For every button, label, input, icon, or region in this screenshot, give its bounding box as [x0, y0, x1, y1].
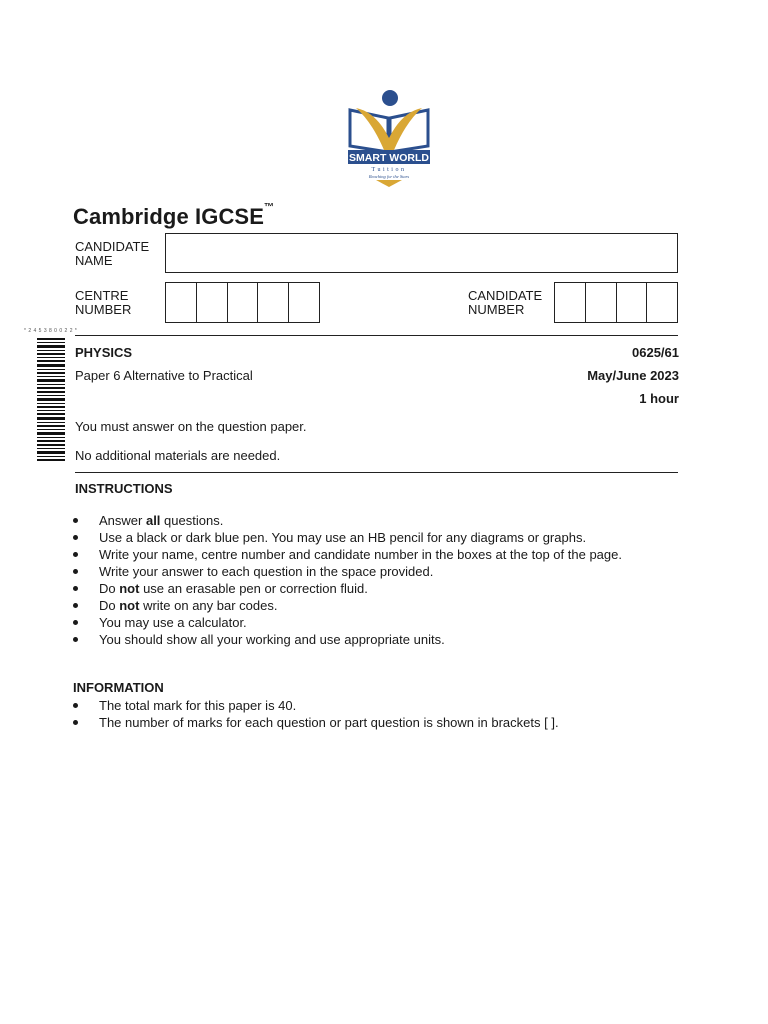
exam-session: May/June 2023 — [587, 368, 679, 383]
instruction-item: You should show all your working and use appropriate units. — [73, 631, 693, 648]
candidate-number-digit[interactable] — [617, 283, 648, 322]
brand-text: Cambridge IGCSE — [73, 204, 264, 229]
instruction-item: You may use a calculator. — [73, 614, 693, 631]
candidate-number-digit[interactable] — [647, 283, 677, 322]
materials-note: No additional materials are needed. — [75, 448, 281, 463]
smart-world-logo — [346, 88, 432, 188]
logo-sub-text: Tuition — [371, 167, 407, 173]
barcode-number: * 2 4 5 3 8 0 0 2 2 * — [24, 328, 78, 334]
instruction-item: Do not write on any bar codes. — [73, 597, 693, 614]
logo-tagline: Reaching for the Stars — [368, 174, 410, 179]
centre-number-digit[interactable] — [166, 283, 197, 322]
candidate-number-field[interactable] — [554, 282, 678, 323]
logo-brand-text: SMART WORLD — [349, 152, 429, 164]
centre-number-digit[interactable] — [197, 283, 228, 322]
centre-number-label: CENTRE NUMBER — [75, 288, 132, 317]
instruction-item: Write your answer to each question in the space provided. — [73, 563, 693, 580]
candidate-name-label: CANDIDATE NAME — [75, 239, 150, 268]
instruction-item: Do not use an erasable pen or correction fluid. — [73, 580, 693, 597]
centre-number-digit[interactable] — [289, 283, 319, 322]
instruction-item: Answer all questions. — [73, 512, 693, 529]
information-list — [73, 697, 693, 731]
instruction-item: Use a black or dark blue pen. You may use an HB pencil for any diagrams or graphs. — [73, 529, 693, 546]
instructions-heading: INSTRUCTIONS — [75, 481, 173, 496]
instructions-list — [73, 512, 693, 648]
centre-number-digit[interactable] — [228, 283, 259, 322]
paper-code: 0625/61 — [632, 345, 679, 360]
trademark: ™ — [263, 202, 275, 213]
candidate-name-field[interactable] — [165, 233, 678, 273]
subject: PHYSICS — [75, 345, 133, 360]
information-item: The number of marks for each question or part question is shown in brackets [ ]. — [73, 714, 693, 731]
information-item: The total mark for this paper is 40. — [73, 697, 693, 714]
exam-duration: 1 hour — [639, 391, 679, 406]
candidate-number-label: CANDIDATE NUMBER — [468, 288, 543, 317]
candidate-number-digit[interactable] — [555, 283, 586, 322]
information-heading: INFORMATION — [73, 680, 164, 695]
candidate-number-digit[interactable] — [586, 283, 617, 322]
centre-number-digit[interactable] — [258, 283, 289, 322]
divider-bottom — [75, 472, 678, 473]
brand-title — [73, 204, 274, 230]
instruction-item: Write your name, centre number and candidate number in the boxes at the top of the page. — [73, 546, 693, 563]
barcode — [37, 338, 65, 462]
answer-note: You must answer on the question paper. — [75, 419, 307, 434]
centre-number-field[interactable] — [165, 282, 320, 323]
paper-title: Paper 6 Alternative to Practical — [75, 368, 253, 383]
divider-top — [75, 335, 678, 336]
